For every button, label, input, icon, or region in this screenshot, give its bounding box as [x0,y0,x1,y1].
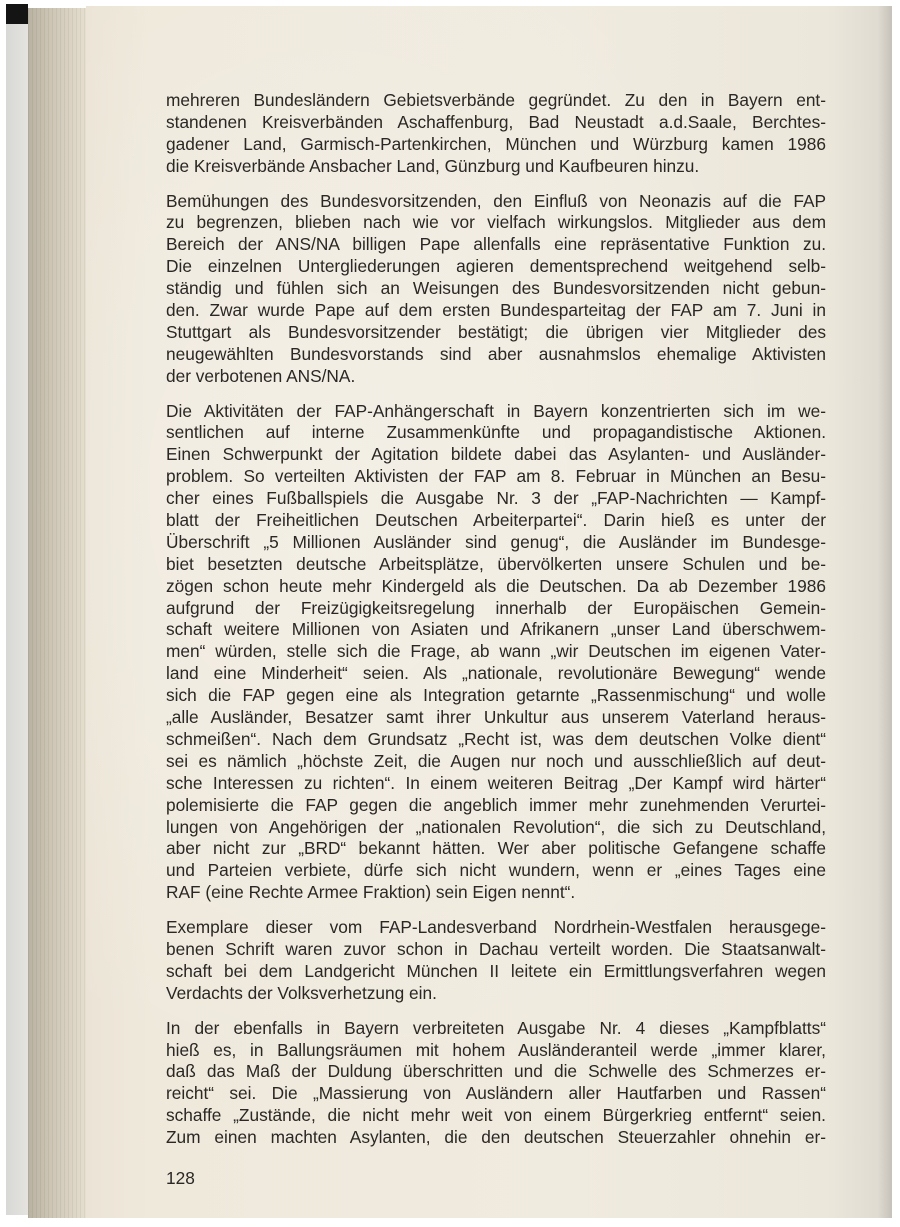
text-line: standenen Kreisverbänden Aschaffenburg, Bad Neustadt a.d.Saale, Berchtes- [166,111,826,132]
text-line: Verdachts der Volksverhetzung ein. [166,982,437,1003]
text-line: und Parteien verbiete, dürfe sich nicht wundern, wenn er „eines Tages eine [166,860,826,881]
text-line: sei es nämlich „höchste Zeit, die Augen nur noch und ausschließlich auf deut- [166,750,826,771]
text-line: Die Aktivitäten der FAP-Anhängerschaft in Bayern konzentrierten sich im we- [166,400,826,421]
text-line: der verbotenen ANS/NA. [166,365,356,386]
text-line: ständig und fühlen sich an Weisungen des Bundesvorsitzenden nicht gebun- [166,278,826,299]
text-line: schaffe „Zustände, die nicht mehr weit von einem Bürgerkrieg entfernt“ seien. [166,1105,826,1126]
page-number: 128 [166,1168,195,1188]
text-line: zu begrenzen, blieben nach wie vor vielfach wirkungslos. Mitglieder aus dem [166,212,826,233]
paragraph [166,90,826,178]
text-line: gadener Land, Garmisch-Partenkirchen, München und Würzburg kamen 1986 [166,133,826,154]
text-line: mehreren Bundesländern Gebietsverbände gegründet. Zu den in Bayern ent- [166,90,826,110]
text-line: Einen Schwerpunkt der Agitation bildete dabei das Asylanten- und Ausländer- [166,444,826,465]
text-line: daß das Maß der Duldung überschritten und die Schwelle des Schmerzes er- [166,1061,826,1082]
text-line: problem. So verteilten Aktivisten der FAP am 8. Februar in München an Besu- [166,466,826,487]
text-line: neugewählten Bundesvorstands sind aber ausnahmslos ehemalige Aktivisten [166,343,826,364]
text-line: biet besetzten deutsche Arbeitsplätze, übervölkerten unsere Schulen und be- [166,553,826,574]
text-line: Exemplare dieser vom FAP-Landesverband Nordrhein-Westfalen herausgege- [166,917,826,938]
text-line: Stuttgart als Bundesvorsitzender bestätigt; die übrigen vier Mitglieder des [166,321,826,342]
text-line: polemisierte die FAP gegen die angeblich immer mehr zunehmenden Verurtei- [166,794,826,815]
text-line: cher eines Fußballspiels die Ausgabe Nr. 3 der „FAP-Nachrichten — Kampf- [166,488,826,509]
scan-corner-shadow [6,4,28,24]
text-line: men“ würden, stelle sich die Frage, ab wann „wir Deutschen im eigenen Vater- [166,641,826,662]
text-line: sche Interessen zu richten“. In einem weiteren Beitrag „Der Kampf wird härter“ [166,772,826,793]
text-line: die Kreisverbände Ansbacher Land, Günzburg und Kaufbeuren hinzu. [166,155,700,176]
text-line: hieß es, in Ballungsräumen mit hohem Ausländeranteil werde „immer klarer, [166,1039,826,1060]
text-line: RAF (eine Rechte Armee Fraktion) sein Eigen nennt“. [166,882,576,903]
paragraph [166,191,826,388]
text-line: benen Schrift waren zuvor schon in Dachau verteilt worden. Die Staatsanwalt- [166,938,826,959]
text-line: sentlichen auf interne Zusammenkünfte und propagandistische Aktionen. [166,422,826,443]
text-line: schaft weitere Millionen von Asiaten und Afrikanern „unser Land überschwem- [166,619,826,640]
text-line: den. Zwar wurde Pape auf dem ersten Bundesparteitag der FAP am 7. Juni in [166,300,826,321]
text-line: aber nicht zur „BRD“ bekannt hätten. Wer aber politische Gefangene schaffe [166,838,826,859]
text-line: reicht“ sei. Die „Massierung von Ausländern aller Hautfarben und Rassen“ [166,1083,826,1104]
text-line: Überschrift „5 Millionen Ausländer sind genug“, die Ausländer im Bundesge- [166,531,826,552]
paragraph [166,917,826,1005]
text-line: Bereich der ANS/NA billigen Pape allenfalls eine repräsentative Funktion zu. [166,234,826,255]
text-line: aufgrund der Freizügigkeitsregelung innerhalb der Europäischen Gemein- [166,597,826,618]
text-line: Die einzelnen Untergliederungen agieren dementsprechend weitgehend selb- [166,256,826,277]
book-page [86,6,892,1218]
paragraph [166,1018,826,1149]
text-line: sich die FAP gegen eine als Integration getarnte „Rassenmischung“ und wolle [166,685,826,706]
text-line: schmeißen“. Nach dem Grundsatz „Recht ist, was dem deutschen Volke dient“ [166,728,826,749]
text-line: land eine Minderheit“ seien. Als „nationale, revolutionäre Bewegung“ wende [166,663,826,684]
text-line: blatt der Freiheitlichen Deutschen Arbeiterpartei“. Darin hieß es unter der [166,510,826,531]
book-page-edges [28,8,86,1218]
text-line: Zum einen machten Asylanten, die den deutschen Steuerzahler ohnehin er- [166,1127,826,1148]
paragraph [166,401,826,904]
body-text [166,90,826,1162]
text-line: Bemühungen des Bundesvorsitzenden, den Einfluß von Neonazis auf die FAP [166,190,826,211]
text-line: lungen von Angehörigen der „nationalen Revolution“, die sich zu Deutschland, [166,816,826,837]
text-line: zögen schon heute mehr Kindergeld als die Deutschen. Da ab Dezember 1986 [166,575,826,596]
text-line: schaft bei dem Landgericht München II leitete ein Ermittlungsverfahren wegen [166,960,826,981]
text-line: In der ebenfalls in Bayern verbreiteten Ausgabe Nr. 4 dieses „Kampfblatts“ [166,1017,826,1038]
text-line: „alle Ausländer, Besatzer samt ihrer Unkultur aus unserem Vaterland heraus- [166,707,826,728]
scan-background [6,10,28,1215]
